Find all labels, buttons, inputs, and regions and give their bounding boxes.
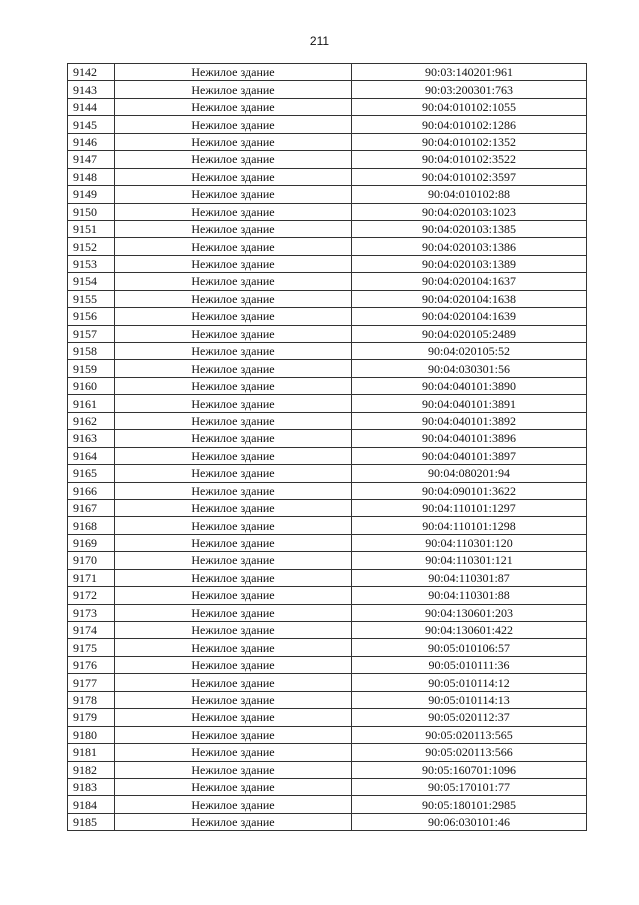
object-type-cell: Нежилое здание (115, 360, 352, 377)
object-type-cell: Нежилое здание (115, 98, 352, 115)
object-type-cell: Нежилое здание (115, 691, 352, 708)
row-number-cell: 9162 (68, 412, 115, 429)
cadastral-number-cell: 90:05:010111:36 (352, 656, 587, 673)
object-type-cell: Нежилое здание (115, 604, 352, 621)
table-row (68, 639, 587, 656)
table-row (68, 203, 587, 220)
row-number-cell: 9170 (68, 552, 115, 569)
object-type-cell: Нежилое здание (115, 587, 352, 604)
cadastral-number-cell: 90:05:160701:1096 (352, 761, 587, 778)
cadastral-number-cell: 90:04:110101:1298 (352, 517, 587, 534)
object-type-cell: Нежилое здание (115, 273, 352, 290)
row-number-cell: 9177 (68, 674, 115, 691)
table-row (68, 255, 587, 272)
cadastral-number-cell: 90:05:020113:565 (352, 726, 587, 743)
object-type-cell: Нежилое здание (115, 308, 352, 325)
object-type-cell: Нежилое здание (115, 517, 352, 534)
row-number-cell: 9150 (68, 203, 115, 220)
cadastral-number-cell: 90:04:020103:1023 (352, 203, 587, 220)
object-type-cell: Нежилое здание (115, 64, 352, 81)
cadastral-number-cell: 90:04:010102:1286 (352, 116, 587, 133)
row-number-cell: 9179 (68, 709, 115, 726)
cadastral-number-cell: 90:04:110301:88 (352, 587, 587, 604)
row-number-cell: 9160 (68, 377, 115, 394)
table-row (68, 604, 587, 621)
table-row (68, 98, 587, 115)
row-number-cell: 9148 (68, 168, 115, 185)
object-type-cell: Нежилое здание (115, 744, 352, 761)
row-number-cell: 9155 (68, 290, 115, 307)
object-type-cell: Нежилое здание (115, 133, 352, 150)
object-type-cell: Нежилое здание (115, 186, 352, 203)
table-row (68, 325, 587, 342)
object-type-cell: Нежилое здание (115, 290, 352, 307)
object-type-cell: Нежилое здание (115, 482, 352, 499)
row-number-cell: 9142 (68, 64, 115, 81)
table-row (68, 796, 587, 813)
row-number-cell: 9157 (68, 325, 115, 342)
row-number-cell: 9168 (68, 517, 115, 534)
row-number-cell: 9176 (68, 656, 115, 673)
page-number: 211 (309, 34, 330, 48)
row-number-cell: 9178 (68, 691, 115, 708)
cadastral-number-cell: 90:04:110301:121 (352, 552, 587, 569)
cadastral-number-cell: 90:04:020104:1638 (352, 290, 587, 307)
row-number-cell: 9153 (68, 255, 115, 272)
table-row (68, 81, 587, 98)
object-type-cell: Нежилое здание (115, 813, 352, 830)
table-row (68, 587, 587, 604)
object-type-cell: Нежилое здание (115, 238, 352, 255)
table-row (68, 238, 587, 255)
row-number-cell: 9158 (68, 343, 115, 360)
table-row (68, 430, 587, 447)
cadastral-number-cell: 90:03:140201:961 (352, 64, 587, 81)
row-number-cell: 9163 (68, 430, 115, 447)
cadastral-number-cell: 90:04:020103:1389 (352, 255, 587, 272)
table-row (68, 343, 587, 360)
object-type-cell: Нежилое здание (115, 552, 352, 569)
object-type-cell: Нежилое здание (115, 220, 352, 237)
cadastral-number-cell: 90:04:110301:120 (352, 534, 587, 551)
table-row (68, 64, 587, 81)
row-number-cell: 9173 (68, 604, 115, 621)
cadastral-number-cell: 90:04:040101:3891 (352, 395, 587, 412)
object-type-cell: Нежилое здание (115, 255, 352, 272)
object-type-cell: Нежилое здание (115, 325, 352, 342)
row-number-cell: 9156 (68, 308, 115, 325)
row-number-cell: 9183 (68, 778, 115, 795)
cadastral-number-cell: 90:04:040101:3890 (352, 377, 587, 394)
object-type-cell: Нежилое здание (115, 796, 352, 813)
cadastral-number-cell: 90:04:040101:3896 (352, 430, 587, 447)
table-row (68, 395, 587, 412)
table-row (68, 534, 587, 551)
table-row (68, 482, 587, 499)
object-type-cell: Нежилое здание (115, 709, 352, 726)
object-type-cell: Нежилое здание (115, 412, 352, 429)
table-row (68, 569, 587, 586)
cadastral-number-cell: 90:04:020104:1637 (352, 273, 587, 290)
cadastral-number-cell: 90:04:020103:1386 (352, 238, 587, 255)
object-type-cell: Нежилое здание (115, 151, 352, 168)
cadastral-number-cell: 90:04:010102:3597 (352, 168, 587, 185)
row-number-cell: 9172 (68, 587, 115, 604)
object-type-cell: Нежилое здание (115, 778, 352, 795)
table-row (68, 744, 587, 761)
cadastral-number-cell: 90:04:010102:3522 (352, 151, 587, 168)
row-number-cell: 9182 (68, 761, 115, 778)
object-type-cell: Нежилое здание (115, 377, 352, 394)
table-row (68, 377, 587, 394)
table-row (68, 709, 587, 726)
table-row (68, 761, 587, 778)
row-number-cell: 9169 (68, 534, 115, 551)
property-table (67, 63, 587, 831)
table-row (68, 552, 587, 569)
table-row (68, 220, 587, 237)
cadastral-number-cell: 90:05:010114:12 (352, 674, 587, 691)
row-number-cell: 9159 (68, 360, 115, 377)
cadastral-number-cell: 90:04:110301:87 (352, 569, 587, 586)
object-type-cell: Нежилое здание (115, 447, 352, 464)
row-number-cell: 9161 (68, 395, 115, 412)
object-type-cell: Нежилое здание (115, 203, 352, 220)
row-number-cell: 9171 (68, 569, 115, 586)
row-number-cell: 9147 (68, 151, 115, 168)
table-row (68, 499, 587, 516)
table-row (68, 465, 587, 482)
object-type-cell: Нежилое здание (115, 168, 352, 185)
cadastral-number-cell: 90:04:010102:1352 (352, 133, 587, 150)
row-number-cell: 9181 (68, 744, 115, 761)
table-row (68, 726, 587, 743)
row-number-cell: 9185 (68, 813, 115, 830)
cadastral-number-cell: 90:04:020105:52 (352, 343, 587, 360)
cadastral-number-cell: 90:04:020105:2489 (352, 325, 587, 342)
object-type-cell: Нежилое здание (115, 761, 352, 778)
table-row (68, 186, 587, 203)
row-number-cell: 9146 (68, 133, 115, 150)
cadastral-number-cell: 90:04:080201:94 (352, 465, 587, 482)
cadastral-number-cell: 90:04:090101:3622 (352, 482, 587, 499)
table-row (68, 517, 587, 534)
object-type-cell: Нежилое здание (115, 674, 352, 691)
table-row (68, 412, 587, 429)
cadastral-number-cell: 90:05:020112:37 (352, 709, 587, 726)
object-type-cell: Нежилое здание (115, 622, 352, 639)
object-type-cell: Нежилое здание (115, 395, 352, 412)
cadastral-number-cell: 90:05:020113:566 (352, 744, 587, 761)
table-row (68, 168, 587, 185)
row-number-cell: 9143 (68, 81, 115, 98)
object-type-cell: Нежилое здание (115, 656, 352, 673)
object-type-cell: Нежилое здание (115, 430, 352, 447)
object-type-cell: Нежилое здание (115, 465, 352, 482)
object-type-cell: Нежилое здание (115, 343, 352, 360)
cadastral-number-cell: 90:04:110101:1297 (352, 499, 587, 516)
cadastral-number-cell: 90:04:030301:56 (352, 360, 587, 377)
cadastral-number-cell: 90:04:130601:422 (352, 622, 587, 639)
row-number-cell: 9167 (68, 499, 115, 516)
object-type-cell: Нежилое здание (115, 534, 352, 551)
row-number-cell: 9149 (68, 186, 115, 203)
row-number-cell: 9175 (68, 639, 115, 656)
cadastral-number-cell: 90:05:010114:13 (352, 691, 587, 708)
cadastral-number-cell: 90:05:010106:57 (352, 639, 587, 656)
cadastral-number-cell: 90:04:040101:3897 (352, 447, 587, 464)
cadastral-number-cell: 90:04:010102:1055 (352, 98, 587, 115)
table-row (68, 116, 587, 133)
cadastral-number-cell: 90:04:020104:1639 (352, 308, 587, 325)
row-number-cell: 9184 (68, 796, 115, 813)
table-row (68, 674, 587, 691)
object-type-cell: Нежилое здание (115, 81, 352, 98)
cadastral-number-cell: 90:03:200301:763 (352, 81, 587, 98)
cadastral-number-cell: 90:05:170101:77 (352, 778, 587, 795)
cadastral-number-cell: 90:04:040101:3892 (352, 412, 587, 429)
row-number-cell: 9165 (68, 465, 115, 482)
table-row (68, 447, 587, 464)
property-table-body (68, 64, 587, 831)
object-type-cell: Нежилое здание (115, 639, 352, 656)
row-number-cell: 9180 (68, 726, 115, 743)
table-row (68, 778, 587, 795)
table-row (68, 656, 587, 673)
cadastral-number-cell: 90:04:130601:203 (352, 604, 587, 621)
cadastral-number-cell: 90:04:020103:1385 (352, 220, 587, 237)
table-row (68, 290, 587, 307)
object-type-cell: Нежилое здание (115, 499, 352, 516)
cadastral-number-cell: 90:05:180101:2985 (352, 796, 587, 813)
table-row (68, 133, 587, 150)
table-row (68, 360, 587, 377)
table-row (68, 151, 587, 168)
cadastral-number-cell: 90:06:030101:46 (352, 813, 587, 830)
row-number-cell: 9151 (68, 220, 115, 237)
object-type-cell: Нежилое здание (115, 116, 352, 133)
row-number-cell: 9154 (68, 273, 115, 290)
table-row (68, 691, 587, 708)
row-number-cell: 9166 (68, 482, 115, 499)
cadastral-number-cell: 90:04:010102:88 (352, 186, 587, 203)
table-row (68, 273, 587, 290)
table-row (68, 308, 587, 325)
row-number-cell: 9145 (68, 116, 115, 133)
table-row (68, 622, 587, 639)
row-number-cell: 9152 (68, 238, 115, 255)
table-row (68, 813, 587, 830)
row-number-cell: 9174 (68, 622, 115, 639)
row-number-cell: 9144 (68, 98, 115, 115)
row-number-cell: 9164 (68, 447, 115, 464)
object-type-cell: Нежилое здание (115, 569, 352, 586)
object-type-cell: Нежилое здание (115, 726, 352, 743)
